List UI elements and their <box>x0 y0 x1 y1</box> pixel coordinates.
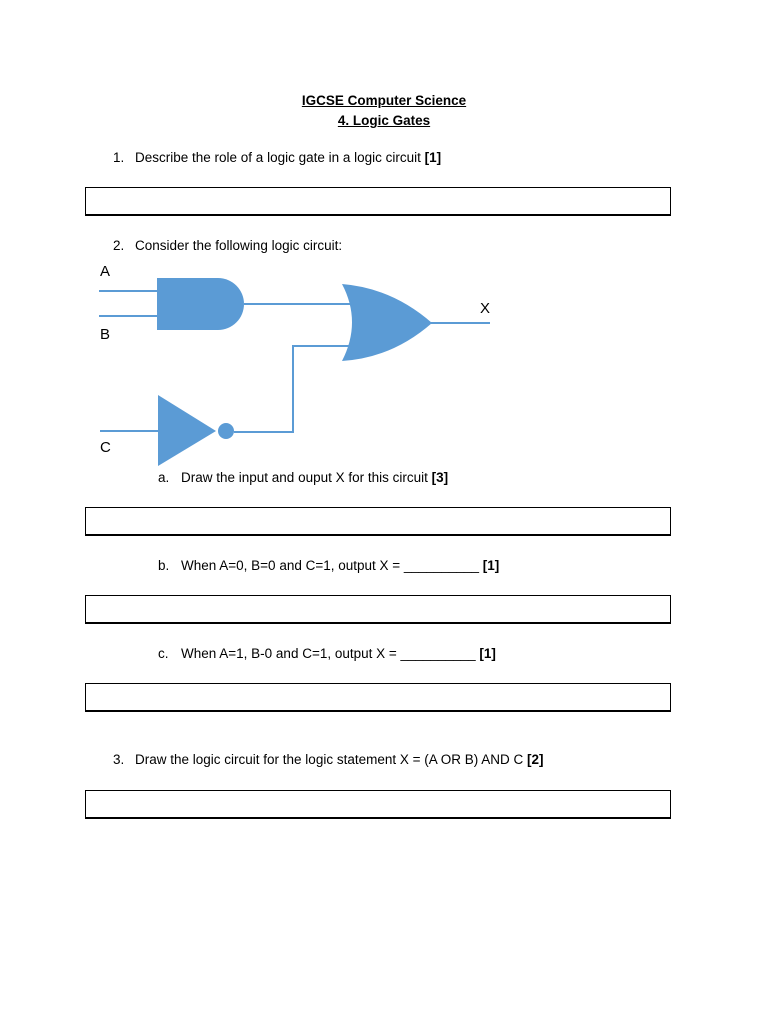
question-2b-text: When A=0, B=0 and C=1, output X = __________ <box>181 558 483 573</box>
circuit-label-b: B <box>100 326 111 343</box>
circuit-label-x: X <box>480 300 491 317</box>
and-gate <box>157 278 244 330</box>
answer-box-q2a[interactable] <box>85 507 671 536</box>
question-2a-text: Draw the input and ouput X for this circuit <box>181 470 432 485</box>
question-2a-letter: a. <box>158 470 170 485</box>
or-gate <box>342 284 432 361</box>
question-3-marks: [2] <box>527 752 544 767</box>
question-2-number: 2. <box>113 238 125 253</box>
not-gate <box>158 395 216 466</box>
page-title: IGCSE Computer Science <box>301 93 467 108</box>
question-1-number: 1. <box>113 150 125 165</box>
question-2c-text: When A=1, B-0 and C=1, output X = __________ <box>181 646 480 661</box>
question-3-number: 3. <box>113 752 125 767</box>
answer-box-q3[interactable] <box>85 790 671 819</box>
answer-box-q2b[interactable] <box>85 595 671 624</box>
question-2a <box>158 470 448 485</box>
question-2b-marks: [1] <box>482 558 500 573</box>
question-2a-marks: [3] <box>431 470 449 485</box>
answer-box-q2c[interactable] <box>85 683 671 712</box>
question-1-marks: [1] <box>424 150 442 165</box>
wire-not-to-or <box>234 346 356 432</box>
question-2c-letter: c. <box>158 646 169 661</box>
question-1-text: Describe the role of a logic gate in a logic circuit <box>135 150 425 165</box>
question-2c-marks: [1] <box>479 646 496 661</box>
circuit-label-a: A <box>100 263 111 280</box>
question-2b-letter: b. <box>158 558 170 573</box>
question-2c <box>158 646 496 661</box>
circuit-label-c: C <box>100 439 111 456</box>
page-subtitle: 4. Logic Gates <box>337 113 431 128</box>
question-2-text: Consider the following logic circuit: <box>135 238 343 253</box>
question-3 <box>113 752 544 767</box>
question-2b <box>158 558 499 573</box>
not-gate-bubble <box>218 423 234 439</box>
question-3-text: Draw the logic circuit for the logic statement X = (A OR B) AND C <box>135 752 528 767</box>
